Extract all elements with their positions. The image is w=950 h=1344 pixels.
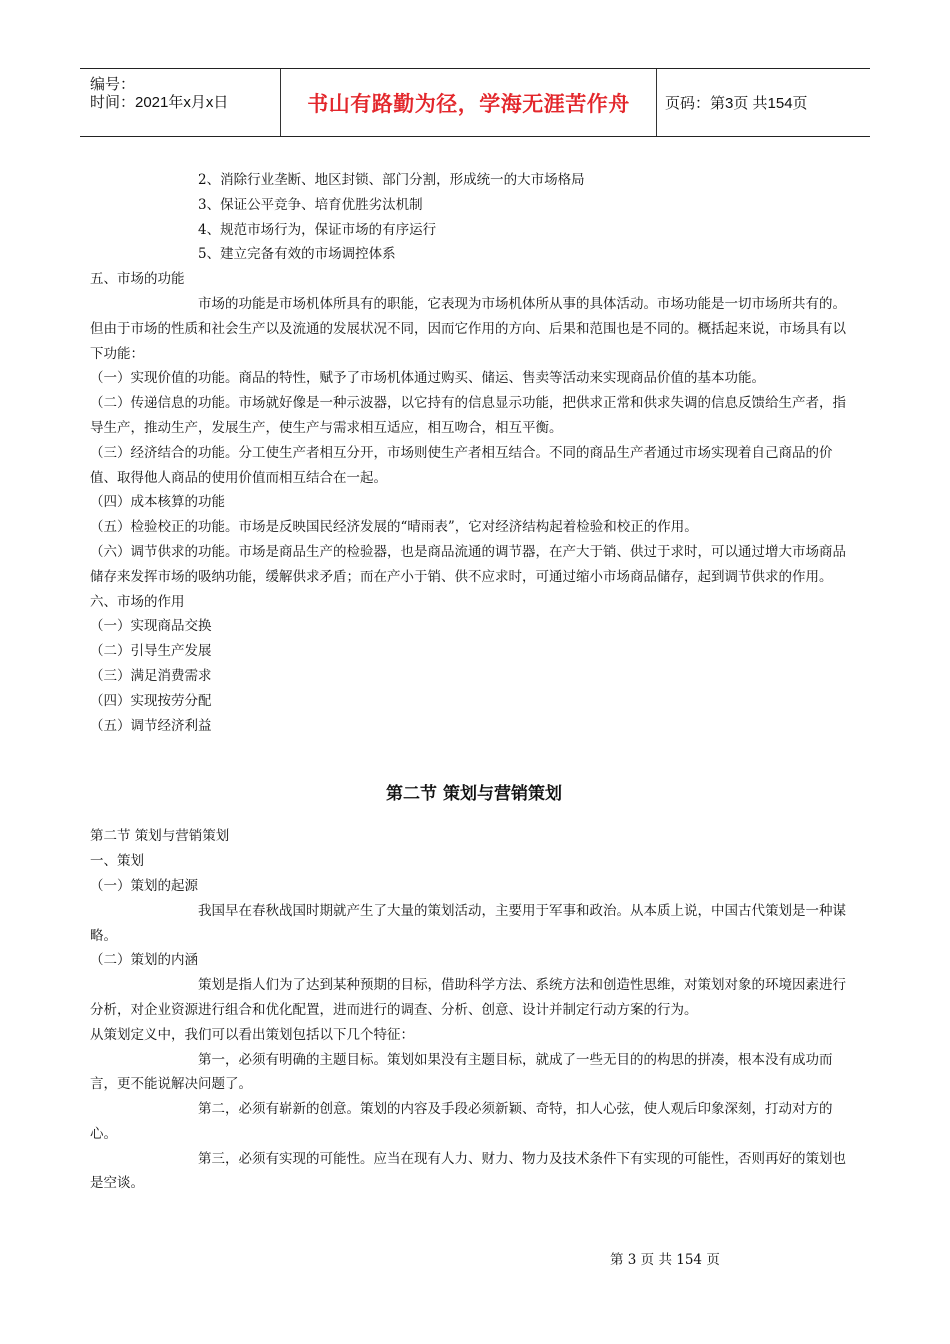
heading-planning-meaning: （二）策划的内涵 bbox=[90, 952, 198, 969]
function-item: （四）成本核算的功能 bbox=[90, 494, 225, 511]
role-item: （五）调节经济利益 bbox=[90, 717, 212, 734]
list-item: 2、消除行业垄断、地区封锁、部门分割，形成统一的大市场格局 bbox=[198, 172, 585, 188]
header-motto: 书山有路勤为径，学海无涯苦作舟 bbox=[307, 91, 630, 116]
paragraph-meaning: 策划是指人们为了达到某种预期的目标，借助科学方法、系统方法和创造性思维，对策划对象的环境因素进行分析，对企业资源进行组合和优化配置，进而进行的调查、分析、创意、设计并制定行动方案的行为。 bbox=[90, 977, 846, 1018]
section-subtitle: 第二节 策划与营销策划 bbox=[90, 828, 230, 845]
function-item: （一）实现价值的功能。商品的特性，赋予了市场机体通过购买、储运、售卖等活动来实现商品价值的基本功能。 bbox=[90, 370, 765, 387]
heading-planning-origin: （一）策划的起源 bbox=[90, 877, 198, 894]
paragraph-features-intro: 从策划定义中，我们可以看出策划包括以下几个特征： bbox=[90, 1026, 414, 1043]
page-header bbox=[80, 68, 870, 137]
heading-market-roles: 六、市场的作用 bbox=[90, 593, 185, 610]
paragraph-origin: 我国早在春秋战国时期就产生了大量的策划活动，主要用于军事和政治。从本质上说，中国古代策划是一种谋略。 bbox=[90, 902, 846, 944]
header-motto-cell bbox=[280, 69, 657, 136]
role-item: （四）实现按劳分配 bbox=[90, 692, 212, 709]
heading-market-functions: 五、市场的功能 bbox=[90, 271, 185, 288]
role-item: （二）引导生产发展 bbox=[90, 643, 212, 660]
section-title: 第二节 策划与营销策划 bbox=[386, 784, 562, 805]
function-item: （二）传递信息的功能。市场就好像是一种示波器，以它持有的信息显示功能，把供求正常和供求失调的信息反馈给生产者，指导生产，推动生产，发展生产，使生产与需求相互适应，相互吻合，相互平衡。 bbox=[90, 395, 846, 436]
header-number-label: 编号： bbox=[90, 76, 136, 93]
paragraph-feature-3: 第三，必须有实现的可能性。应当在现有人力、财力、物力及技术条件下有实现的可能性，否则再好的策划也是空谈。 bbox=[90, 1150, 846, 1192]
paragraph-feature-1: 第一，必须有明确的主题目标。策划如果没有主题目标，就成了一些无目的的构思的拼凑，根本没有成功而言，更不能说解决问题了。 bbox=[90, 1051, 833, 1093]
header-meta bbox=[80, 69, 280, 136]
list-item: 3、保证公平竞争、培育优胜劣汰机制 bbox=[198, 196, 423, 213]
paragraph-functions-intro: 市场的功能是市场机体所具有的职能，它表现为市场机体所从事的具体活动。市场功能是一切市场所共有的。但由于市场的性质和社会生产以及流通的发展状况不同，因而它作用的方向、后果和范围也是不同的。概括起来说，市场具有以下功能： bbox=[90, 295, 846, 362]
header-page-cell bbox=[655, 69, 870, 136]
header-time-label: 时间：2021年x月x日 bbox=[90, 94, 229, 111]
paragraph-feature-2: 第二，必须有崭新的创意。策划的内容及手段必须新颖、奇特，扣人心弦，使人观后印象深刻，打动对方的心。 bbox=[90, 1101, 833, 1142]
function-item: （三）经济结合的功能。分工使生产者相互分开，市场则使生产者相互结合。不同的商品生产者通过市场实现着自己商品的价值、取得他人商品的使用价值而相互结合在一起。 bbox=[90, 444, 833, 486]
list-item: 4、规范市场行为，保证市场的有序运行 bbox=[198, 221, 437, 238]
footer-page-number: 第 3 页 共 154 页 bbox=[610, 1252, 720, 1268]
header-page-label: 页码：第3页 共154页 bbox=[665, 95, 808, 112]
function-item: （五）检验校正的功能。市场是反映国民经济发展的“晴雨表”，它对经济结构起着检验和校正的作用。 bbox=[90, 519, 698, 536]
role-item: （三）满足消费需求 bbox=[90, 667, 212, 684]
function-item: （六）调节供求的功能。市场是商品生产的检验器，也是商品流通的调节器，在产大于销、供过于求时，可以通过增大市场商品储存来发挥市场的吸纳功能，缓解供求矛盾；而在产小于销、供不应求时，可通过缩小市场商品储存，起到调节供求的作用。 bbox=[90, 543, 846, 585]
heading-planning: 一、策划 bbox=[90, 853, 144, 870]
document-body bbox=[90, 168, 858, 1196]
role-item: （一）实现商品交换 bbox=[90, 618, 212, 635]
list-item: 5、建立完备有效的市场调控体系 bbox=[198, 246, 396, 263]
